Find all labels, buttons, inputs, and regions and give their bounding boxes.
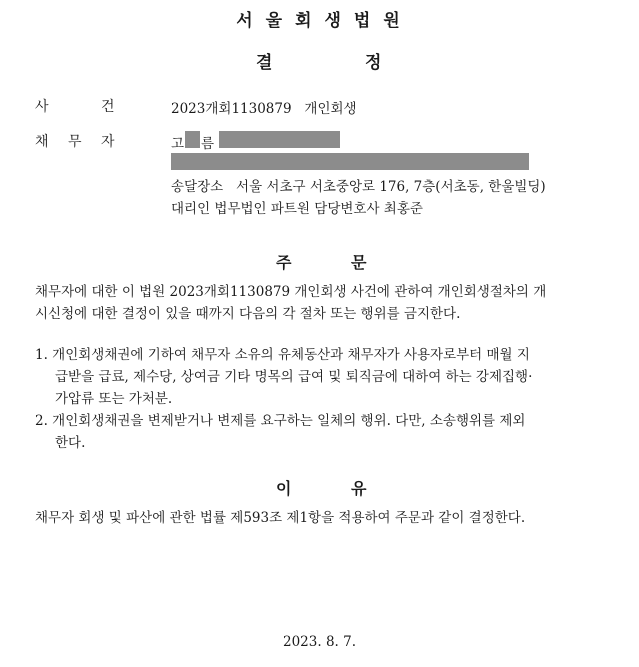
order-title-char-1: 주 <box>276 253 292 272</box>
order-title <box>0 250 639 272</box>
order-item-1-line-3: 가압류 또는 가처분. <box>55 391 173 407</box>
order-title-char-2: 문 <box>351 253 367 272</box>
case-number: 2023개회1130879 개인회생 <box>171 101 357 117</box>
redacted-name-char <box>185 131 200 148</box>
case-label-char-2: 건 <box>101 99 115 115</box>
service-address: 송달장소 서울 서초구 서초중앙로 176, 7층(서초동, 한울빌딩) <box>171 179 546 195</box>
decision-date: 2023. 8. 7. <box>283 634 356 650</box>
debtor-label-char-1: 채 <box>35 134 49 150</box>
reason-title-char-2: 유 <box>351 479 367 498</box>
debtor-name-suffix: 름 <box>201 136 215 152</box>
debtor-label-char-3: 자 <box>101 134 115 150</box>
reason-text: 채무자 회생 및 파산에 관한 법률 제593조 제1항을 적용하여 주문과 같이 결정한다. <box>35 510 526 526</box>
reason-title <box>0 476 639 498</box>
debtor-name-prefix: 고 <box>171 136 185 152</box>
legal-agent: 대리인 법무법인 파트원 담당변호사 최홍준 <box>171 201 423 217</box>
order-intro-line-1: 채무자에 대한 이 법원 2023개회1130879 개인회생 사건에 관하여 개인회생절차의 개 <box>35 284 547 300</box>
court-name: 서울회생법원 <box>236 11 413 31</box>
debtor-label <box>0 131 160 151</box>
redacted-address <box>171 153 529 170</box>
debtor-label-char-2: 무 <box>68 134 82 150</box>
document-type-char-1: 결 <box>256 53 273 73</box>
order-item-2-line-2: 한다. <box>55 435 86 451</box>
case-label-char-1: 사 <box>35 99 49 115</box>
order-item-1-line-1: 1. 개인회생채권에 기하여 채무자 소유의 유체동산과 채무자가 사용자로부터 매월 지 <box>35 347 530 363</box>
reason-title-char-1: 이 <box>276 479 292 498</box>
redacted-id-number <box>219 131 340 148</box>
document-type-char-2: 정 <box>365 53 382 73</box>
order-intro-line-2: 시신청에 대한 결정이 있을 때까지 다음의 각 절차 또는 행위를 금지한다. <box>35 306 461 322</box>
case-label <box>0 96 160 116</box>
order-item-2-line-1: 2. 개인회생채권을 변제받거나 변제를 요구하는 일체의 행위. 다만, 소송행위를 제외 <box>35 413 526 429</box>
order-item-1-line-2: 급받을 급료, 제수당, 상여금 기타 명목의 급여 및 퇴직금에 대하여 하는 강제집행· <box>55 369 533 385</box>
